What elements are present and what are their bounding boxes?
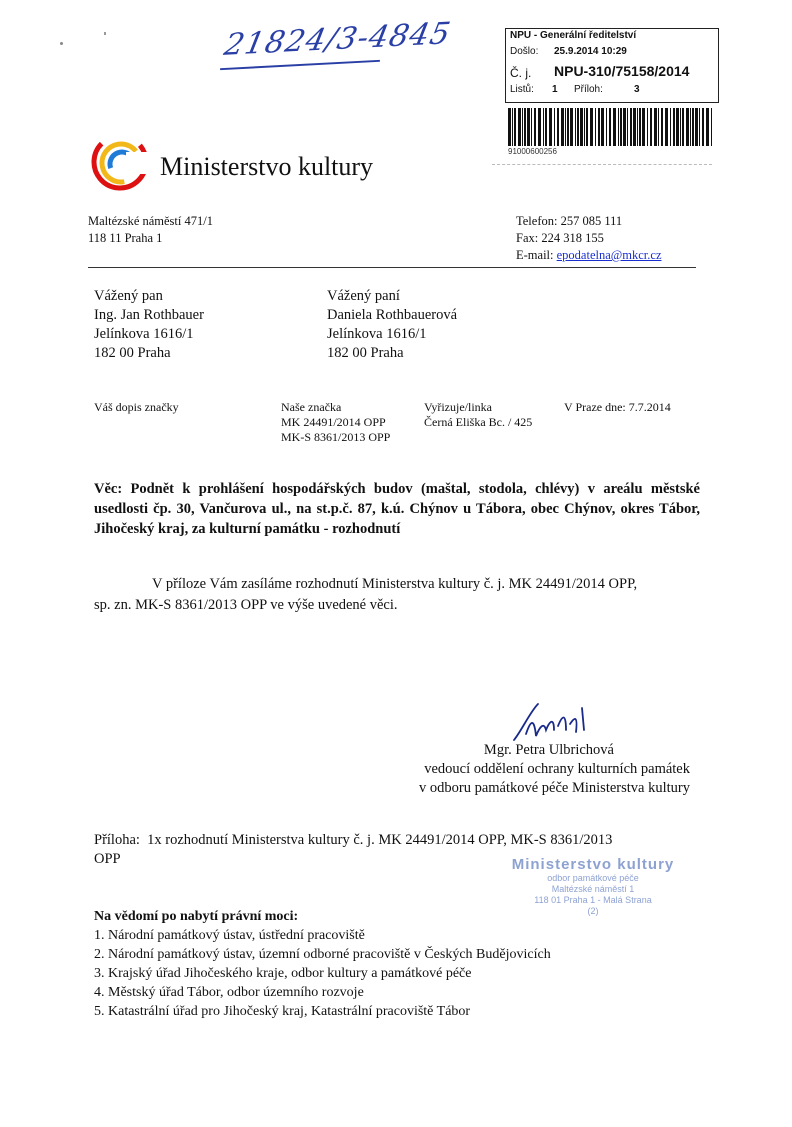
- recipient-2-street: Jelínkova 1616/1: [327, 326, 427, 342]
- attachment-label: Příloha:: [94, 832, 140, 848]
- sender-contact: [516, 213, 662, 264]
- ministry-logo-icon: [88, 130, 152, 194]
- barcode-number: 91000600256: [508, 147, 557, 156]
- sender-street: Maltézské náměstí 471/1: [88, 214, 213, 228]
- recipient-2: [327, 287, 457, 363]
- signatory-title-1: vedoucí oddělení ochrany kulturních památek: [424, 761, 690, 777]
- recipient-1-city: 182 00 Praha: [94, 345, 171, 361]
- stamp-received-label: Došlo:: [510, 46, 539, 57]
- our-ref-label: Naše značka: [281, 400, 342, 414]
- attachment-text-cont: OPP: [94, 851, 121, 867]
- sender-email-line: [516, 247, 662, 264]
- handwritten-signature: [508, 700, 600, 746]
- our-ref-1: MK 24491/2014 OPP: [281, 415, 386, 429]
- stamp-title: NPU - Generální ředitelství: [510, 30, 637, 41]
- scan-speck: [104, 32, 106, 35]
- ministry-stamp-title: Ministerstvo kultury: [511, 856, 675, 873]
- divider: [492, 164, 712, 165]
- signatory-title-2: v odboru památkové péče Ministerstva kultury: [418, 780, 690, 796]
- body-line-1: V příloze Vám zasíláme rozhodnutí Ministerstva kultury č. j. MK 24491/2014 OPP,: [152, 576, 638, 592]
- stamp-cj-label: Č. j.: [510, 66, 532, 80]
- list-item: 4. Městský úřad Tábor, odbor územního rozvoje: [94, 985, 364, 1000]
- stamp-sheets-label: Listů:: [510, 84, 534, 95]
- your-ref-label: Váš dopis značky: [94, 400, 179, 414]
- body-line-2: sp. zn. MK-S 8361/2013 OPP ve výše uvedené věci.: [94, 597, 398, 613]
- handled-by: [424, 400, 532, 430]
- list-item: 5. Katastrální úřad pro Jihočeský kraj, Katastrální pracoviště Tábor: [94, 1004, 471, 1019]
- recipient-2-city: 182 00 Praha: [327, 345, 404, 361]
- recipient-1-salutation: Vážený pan: [94, 288, 163, 304]
- stamp-attachments-label: Příloh:: [574, 84, 603, 95]
- ministry-stamp-line-4: (2): [587, 906, 599, 916]
- sender-city: 118 11 Praha 1: [88, 231, 163, 245]
- our-ref: [281, 400, 390, 445]
- stamp-received-value: 25.9.2014 10:29: [554, 46, 627, 57]
- signatory-name: Mgr. Petra Ulbrichová: [483, 742, 614, 758]
- ministry-stamp-line-2: Maltézské náměstí 1: [551, 884, 635, 894]
- stamp-cj-value: NPU-310/75158/2014: [554, 63, 690, 79]
- letter-date: V Praze dne: 7.7.2014: [564, 400, 671, 414]
- recipient-1: [94, 287, 204, 363]
- list-item: 1. Národní památkový ústav, ústřední pracoviště: [94, 928, 365, 943]
- signature-block: [390, 741, 690, 798]
- handwritten-reference: 21824/3-4845: [221, 16, 454, 63]
- recipient-1-street: Jelínkova 1616/1: [94, 326, 194, 342]
- handled-label: Vyřizuje/linka: [424, 400, 492, 414]
- ministry-name: Ministerstvo kultury: [160, 152, 374, 181]
- header-divider: [88, 267, 696, 268]
- handled-value: Černá Eliška Bc. / 425: [424, 415, 533, 429]
- attachment-text: 1x rozhodnutí Ministerstva kultury č. j. MK 24491/2014 OPP, MK-S 8361/2013: [147, 832, 613, 848]
- sender-address: [88, 213, 213, 247]
- sender-fax: Fax: 224 318 155: [516, 231, 604, 245]
- distribution-list: [94, 907, 714, 1021]
- email-label: E-mail:: [516, 248, 557, 262]
- subject: Věc: Podnět k prohlášení hospodářských budov (maštal, stodola, chlévy) v areálu městské usedlosti čp. 30, Vančurova ul., na st.p.č. 87, k.ú. Chýnov u Tábora, obec Chýnov, okres Tábor, Jihočeský kraj, za kulturní památku - rozhodnutí: [94, 481, 700, 537]
- ministry-stamp-line-1: odbor památkové péče: [547, 873, 639, 883]
- distribution-heading: Na vědomí po nabytí právní moci:: [94, 909, 299, 924]
- stamp-attachments-value: 3: [634, 84, 640, 95]
- stamp-sheets-value: 1: [552, 84, 558, 95]
- list-item: 2. Národní památkový ústav, územní odborné pracoviště v Českých Budějovicích: [94, 947, 551, 962]
- scan-speck: [60, 42, 63, 45]
- ministry-stamp-line-3: 118 01 Praha 1 - Malá Strana: [534, 895, 652, 905]
- barcode: [508, 108, 714, 146]
- letter-body: [94, 574, 704, 616]
- sender-phone: Telefon: 257 085 111: [516, 214, 623, 228]
- recipient-2-name: Daniela Rothbauerová: [327, 307, 458, 323]
- our-ref-2: MK-S 8361/2013 OPP: [281, 430, 391, 444]
- email-link[interactable]: epodatelna@mkcr.cz: [556, 248, 662, 262]
- recipient-1-name: Ing. Jan Rothbauer: [94, 307, 204, 323]
- recipient-2-salutation: Vážený paní: [327, 288, 400, 304]
- registry-stamp: [505, 28, 719, 103]
- list-item: 3. Krajský úřad Jihočeského kraje, odbor kultury a památkové péče: [94, 966, 472, 981]
